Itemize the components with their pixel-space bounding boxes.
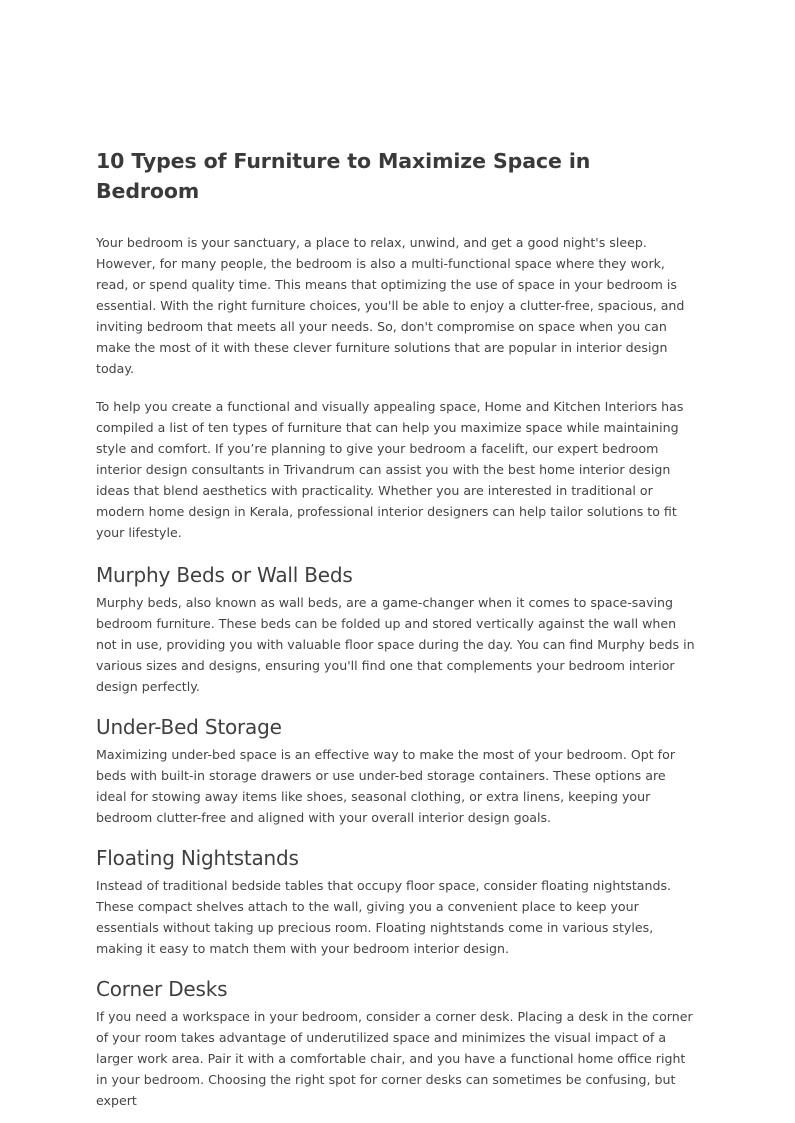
section-body: Maximizing under-bed space is an effective way to make the most of your bedroom. Opt for beds with built-in storage drawers or use under-bed storage containers. These options are ideal for stowing away items like shoes, seasonal clothing, or extra linens, keeping your bedroom clutter-free and aligned with your overall interior design goals.: [96, 747, 675, 825]
section-floating-nightstands: [96, 843, 700, 959]
intro-paragraph-2: To help you create a functional and visually appealing space, Home and Kitchen Interiors has compiled a list of ten types of furniture that can help you maximize space while maintaining style and comfort. If you’re planning to give your bedroom a facelift, our expert bedroom interior design consultants in Trivandrum can assist you with the best home interior design ideas that blend aesthetics with practicality. Whether you are interested in traditional or modern home design in Kerala, professional interior designers can help tailor solutions to fit your lifestyle.: [96, 399, 684, 540]
section-heading: Murphy Beds or Wall Beds: [96, 563, 353, 587]
section-corner-desks: [96, 974, 700, 1111]
section-murphy-beds: [96, 560, 700, 697]
section-heading: Under-Bed Storage: [96, 715, 282, 739]
section-body: Murphy beds, also known as wall beds, are a game-changer when it comes to space-saving bedroom furniture. These beds can be folded up and stored vertically against the wall when not in use, providing you with valuable floor space during the day. You can find Murphy beds in various sizes and designs, ensuring you'll find one that complements your bedroom interior design perfectly.: [96, 595, 695, 694]
section-body: Instead of traditional bedside tables that occupy floor space, consider floating nightstands. These compact shelves attach to the wall, giving you a convenient place to keep your essentials without taking up precious room. Floating nightstands come in various styles, making it easy to match them with your bedroom interior design.: [96, 878, 672, 956]
page-title: 10 Types of Furniture to Maximize Space in Bedroom: [96, 149, 591, 203]
section-heading: Floating Nightstands: [96, 846, 299, 870]
intro-paragraph-1: Your bedroom is your sanctuary, a place to relax, unwind, and get a good night's sleep. However, for many people, the bedroom is also a multi-functional space where they work, read, or spend quality time. This means that optimizing the use of space in your bedroom is essential. With the right furniture choices, you'll be able to enjoy a clutter-free, spacious, and inviting bedroom that meets all your needs. So, don't compromise on space when you can make the most of it with these clever furniture solutions that are popular in interior design today.: [96, 235, 685, 376]
document-page: [96, 146, 700, 1111]
section-body: If you need a workspace in your bedroom, consider a corner desk. Placing a desk in the corner of your room takes advantage of underutilized space and minimizes the visual impact of a larger work area. Pair it with a comfortable chair, and you have a functional home office right in your bedroom. Choosing the right spot for corner desks can sometimes be confusing, but expert: [96, 1009, 693, 1108]
section-under-bed-storage: [96, 712, 700, 828]
section-heading: Corner Desks: [96, 977, 228, 1001]
